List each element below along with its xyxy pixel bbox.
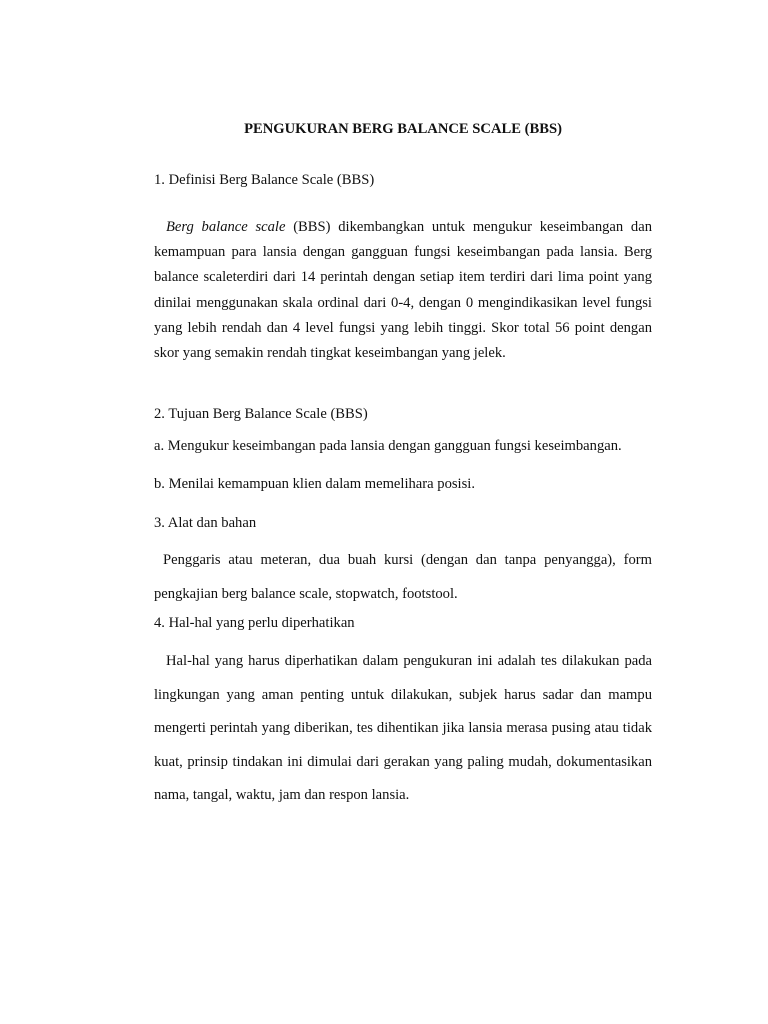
section-heading-alat: 3. Alat dan bahan	[154, 515, 257, 531]
paragraph-hal-text: Hal-hal yang harus diperhatikan dalam pengukuran ini adalah tes dilakukan pada lingkungan yang aman penting untuk dilakukan, subjek harus sadar dan mampu mengerti perintah yang diberikan, tes dihentikan jika lansia merasa pusing atau tidak kuat, prinsip tindakan ini dimulai dari gerakan yang paling mudah, dokumentasikan nama, tangal, waktu, jam dan respon lansia.	[154, 653, 652, 803]
section-heading-hal: 4. Hal-hal yang perlu diperhatikan	[154, 615, 355, 631]
italic-term-berg-balance-scale: Berg balance scale	[166, 219, 286, 235]
paragraph-alat	[154, 544, 652, 611]
section-heading-definisi: 1. Definisi Berg Balance Scale (BBS)	[154, 172, 375, 188]
paragraph-definisi	[154, 215, 652, 366]
paragraph-hal	[154, 645, 652, 813]
list-item-tujuan-b: b. Menilai kemampuan klien dalam memelihara posisi.	[154, 476, 475, 492]
section-heading-tujuan: 2. Tujuan Berg Balance Scale (BBS)	[154, 406, 368, 422]
paragraph-alat-text: Penggaris atau meteran, dua buah kursi (dengan dan tanpa penyangga), form pengkajian berg balance scale, stopwatch, footstool.	[154, 552, 652, 602]
list-item-tujuan-a: a. Mengukur keseimbangan pada lansia dengan gangguan fungsi keseimbangan.	[154, 438, 622, 454]
document-title: PENGUKURAN BERG BALANCE SCALE (BBS)	[244, 121, 562, 137]
paragraph-definisi-text: (BBS) dikembangkan untuk mengukur keseimbangan dan kemampuan para lansia dengan gangguan fungsi keseimbangan pada lansia. Berg balance scaleterdiri dari 14 perintah dengan setiap item terdiri dari lima point yang dinilai menggunakan skala ordinal dari 0-4, dengan 0 mengindikasikan level fungsi yang lebih rendah dan 4 level fungsi yang lebih tinggi. Skor total 56 point dengan skor yang semakin rendah tingkat keseimbangan yang jelek.	[154, 219, 653, 362]
